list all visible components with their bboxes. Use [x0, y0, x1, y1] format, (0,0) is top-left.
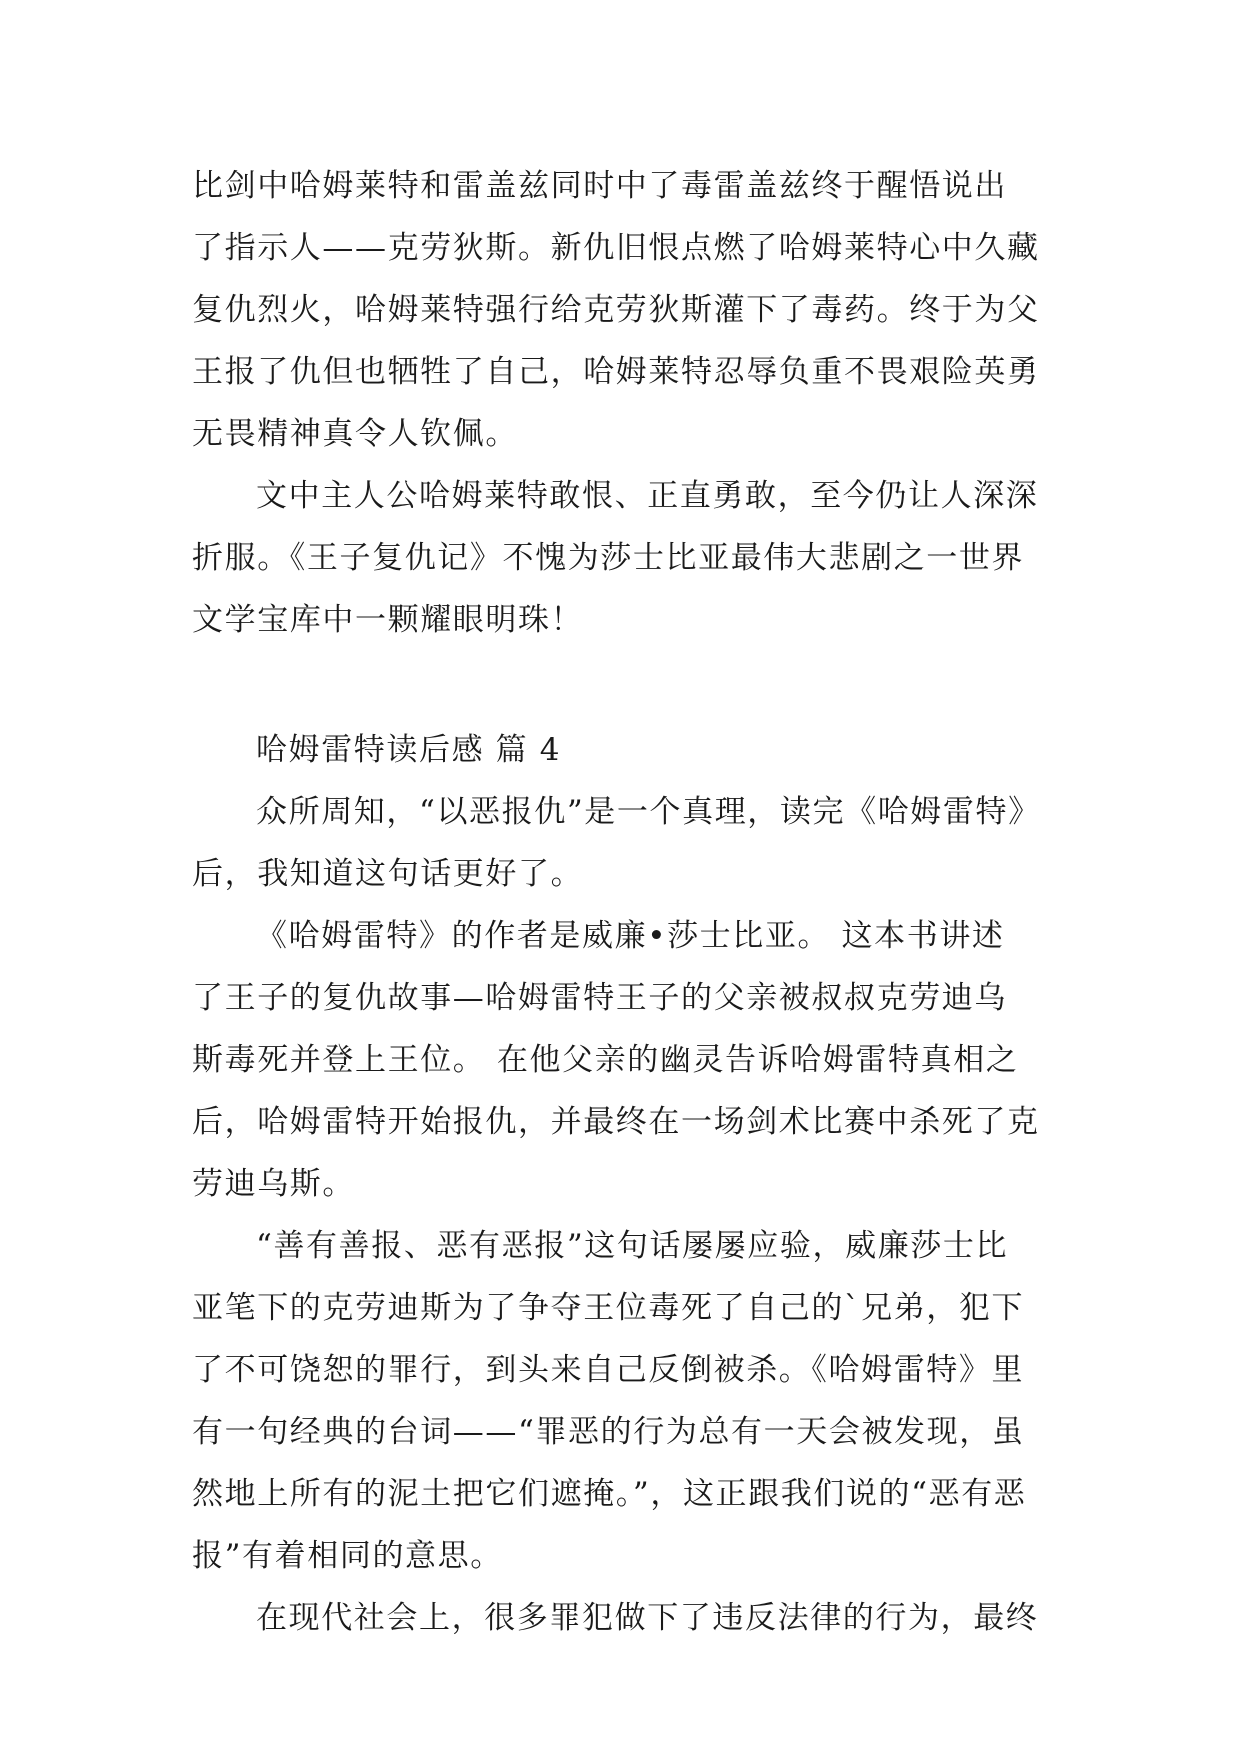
- text-line: 在现代社会上，很多罪犯做下了违反法律的行为，最终: [256, 1600, 1039, 1636]
- text-line: 复仇烈火，哈姆莱特强行给克劳狄斯灌下了毒药。终于为父: [192, 292, 1040, 328]
- text-line: 有一句经典的台词——“罪恶的行为总有一天会被发现，虽: [192, 1414, 1025, 1450]
- text-line: 劳迪乌斯。: [192, 1166, 355, 1202]
- text-line: “善有善报、恶有恶报”这句话屡屡应验，威廉莎士比: [256, 1228, 1009, 1264]
- text-line: 后，我知道这句话更好了。: [192, 856, 584, 892]
- text-line: 报”有着相同的意思。: [192, 1538, 503, 1574]
- document-body: [192, 155, 1062, 1649]
- paragraph: [192, 1215, 1062, 1587]
- text-line: 折服。《王子复仇记》不愧为莎士比亚最伟大悲剧之一世界: [192, 540, 1025, 576]
- text-line: 了指示人——克劳狄斯。新仇旧恨点燃了哈姆莱特心中久藏: [192, 230, 1040, 266]
- text-line: 后，哈姆雷特开始报仇，并最终在一场剑术比赛中杀死了克: [192, 1104, 1040, 1140]
- text-line: 无畏精神真令人钦佩。: [192, 416, 518, 452]
- text-line: 众所周知，“以恶报仇”是一个真理，读完《哈姆雷特》: [256, 794, 1041, 830]
- text-line: 比剑中哈姆莱特和雷盖兹同时中了毒雷盖兹终于醒悟说出: [192, 168, 1007, 204]
- paragraph: [192, 905, 1062, 1215]
- text-line: 亚笔下的克劳迪斯为了争夺王位毒死了自己的`兄弟，犯下: [192, 1290, 1025, 1326]
- section-heading: 哈姆雷特读后感 篇 4: [256, 732, 562, 768]
- text-line: 王报了仇但也牺牲了自己，哈姆莱特忍辱负重不畏艰险英勇: [192, 354, 1040, 390]
- text-line: 文学宝库中一颗耀眼明珠！: [192, 602, 584, 638]
- paragraph: [192, 781, 1062, 905]
- text-line: 文中主人公哈姆莱特敢恨、正直勇敢，至今仍让人深深: [256, 478, 1039, 514]
- text-line: 了王子的复仇故事—哈姆雷特王子的父亲被叔叔克劳迪乌: [192, 980, 1007, 1016]
- section-gap: [192, 651, 1062, 719]
- paragraph: [192, 155, 1062, 465]
- paragraph: [192, 1587, 1062, 1649]
- text-line: 斯毒死并登上王位。 在他父亲的幽灵告诉哈姆雷特真相之: [192, 1042, 1019, 1078]
- text-line: 了不可饶恕的罪行，到头来自己反倒被杀。《哈姆雷特》里: [192, 1352, 1025, 1388]
- text-line: 然地上所有的泥土把它们遮掩。”，这正跟我们说的“恶有恶: [192, 1476, 1027, 1512]
- text-line: 《哈姆雷特》的作者是威廉•莎士比亚。 这本书讲述: [256, 918, 1005, 954]
- paragraph: [192, 465, 1062, 651]
